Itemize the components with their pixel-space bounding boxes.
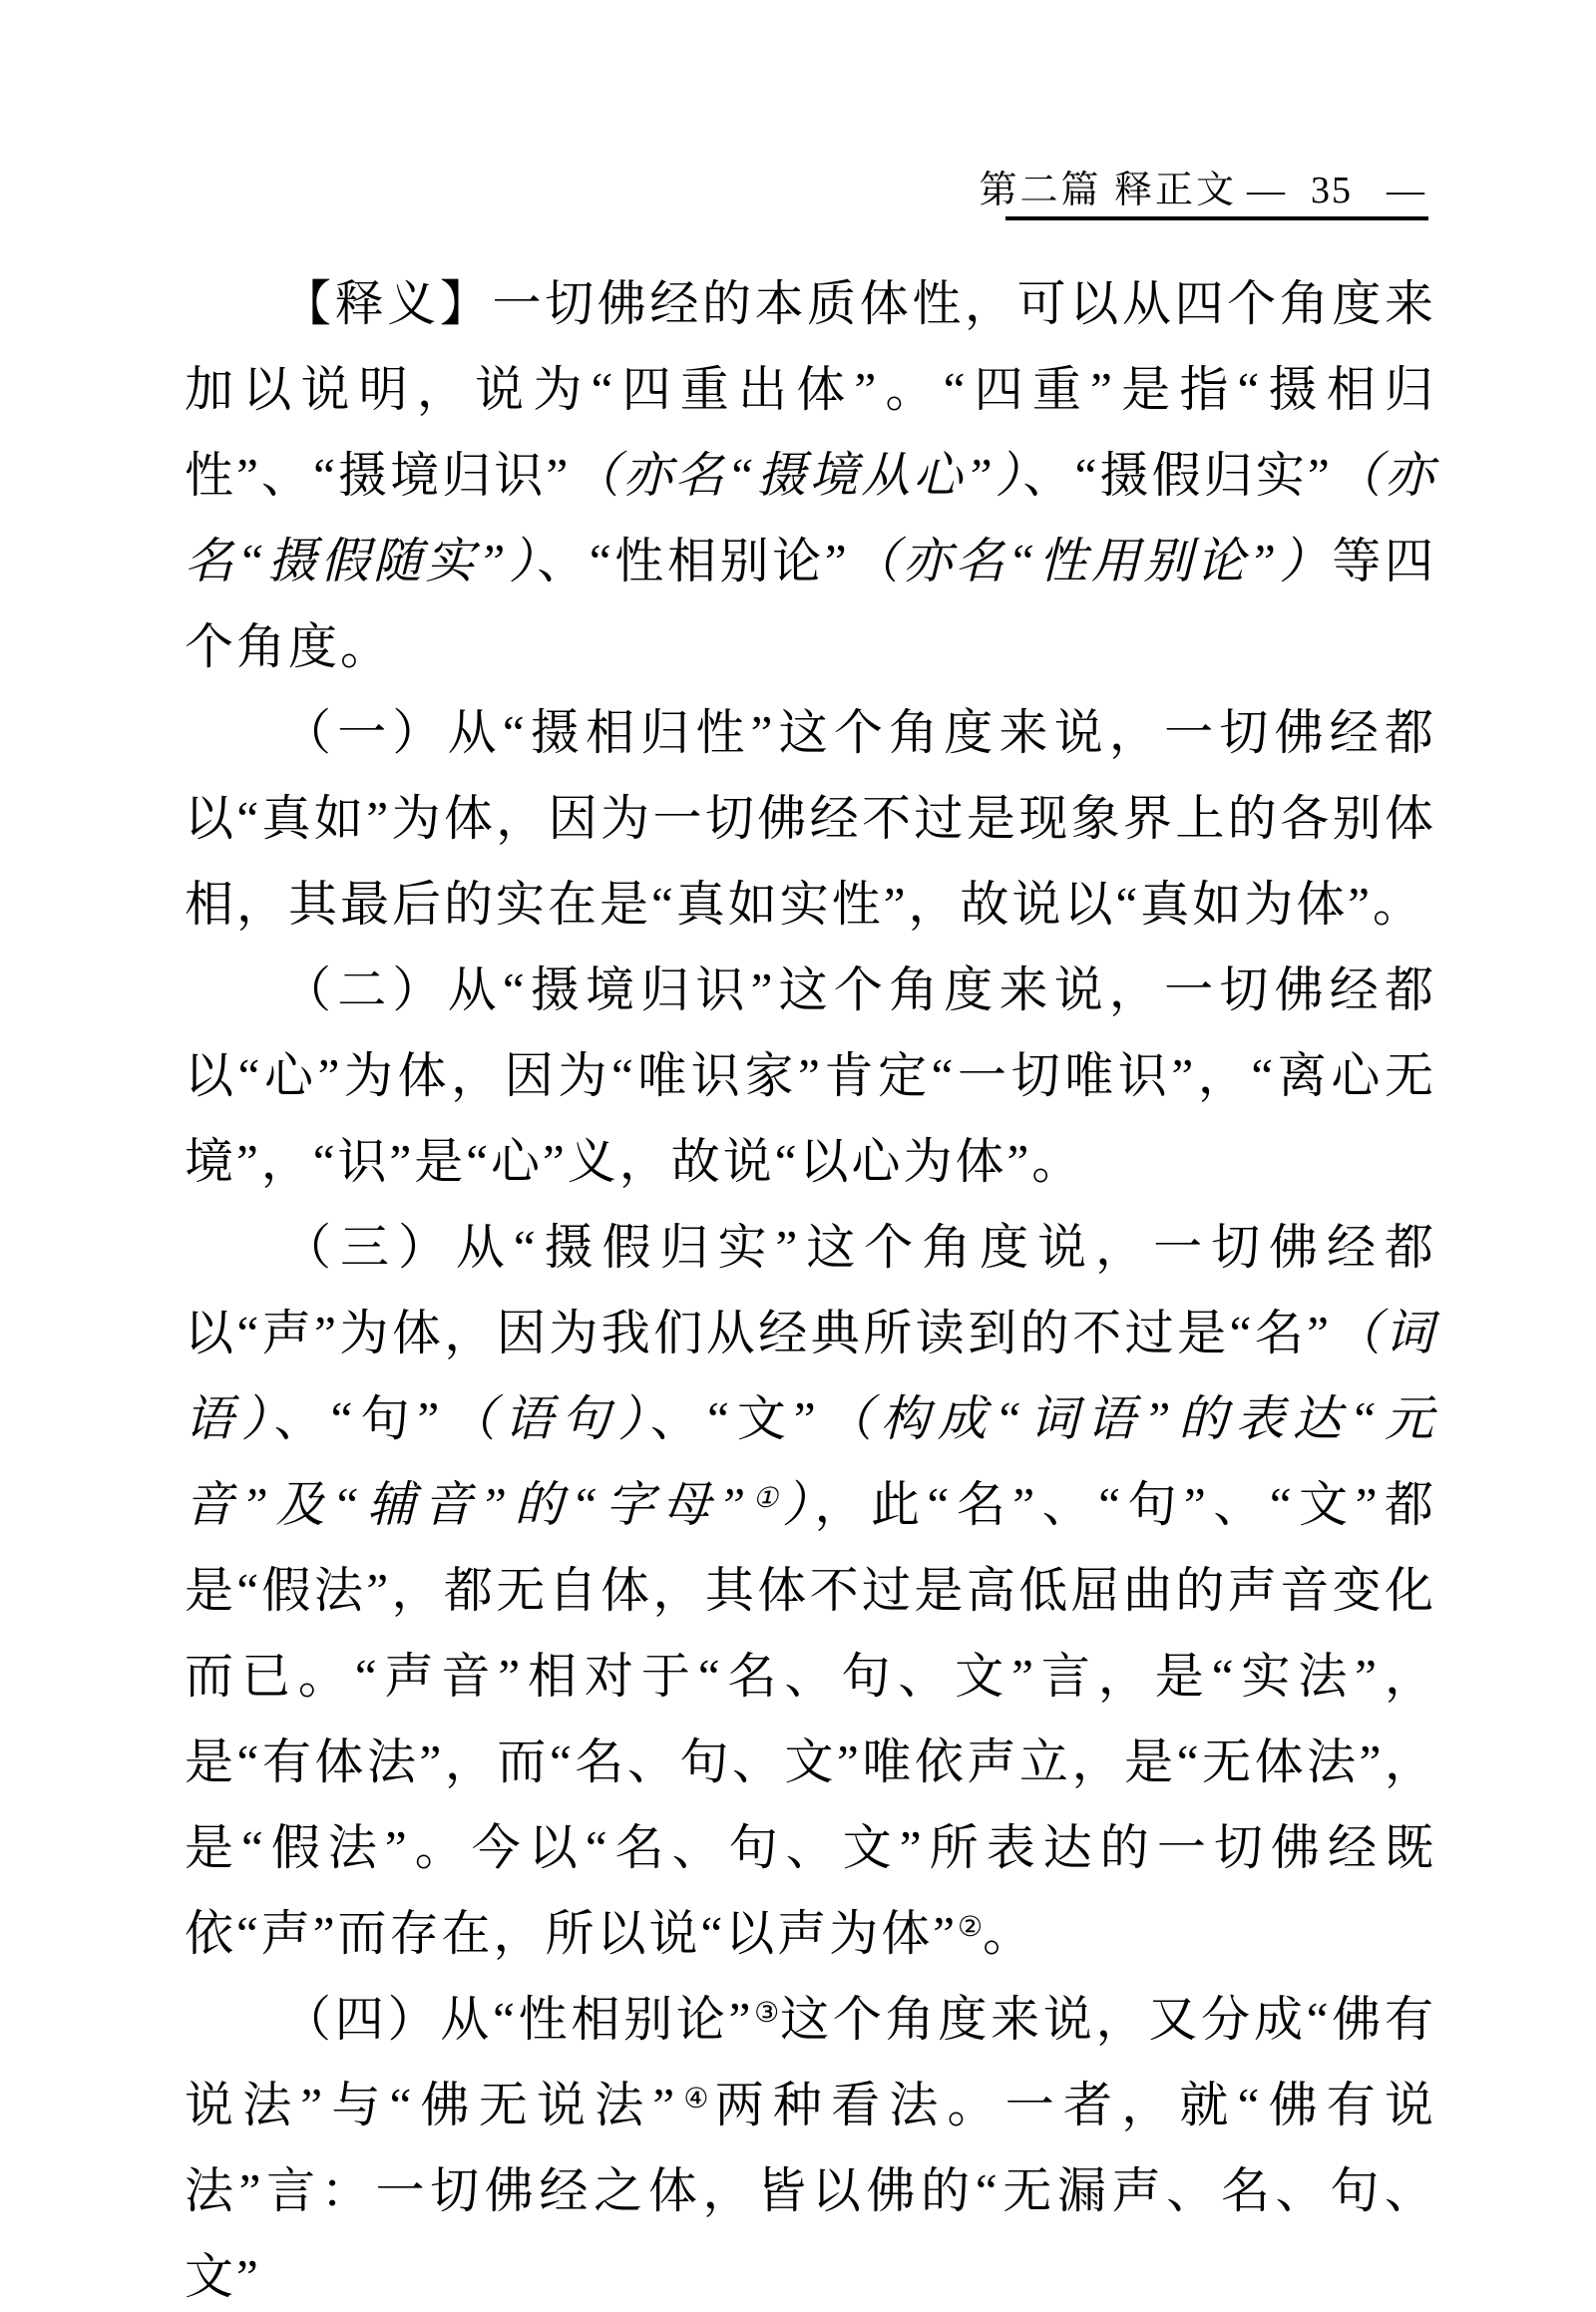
text-run: （二）从“摄境归识”这个角度来说，一切佛经都以“心”为体，因为“唯识家”肯定“一切唯识”，“离心无境”，“识”是“心”义，故说“以心为体”。 [185,963,1436,1189]
page-number: 35 [1311,170,1353,211]
paragraph [185,690,1436,948]
paragraph [185,948,1436,1205]
text-run: 。 [983,1906,1035,1961]
text-run: 、“摄假归实” [1022,448,1333,503]
text-run: 【释义】一切佛经的本质体性，可以从四个角度来加以说明，说为“四重出体”。“四重”是指“摄相归性”、“摄境归识” [185,276,1436,503]
text-run: 等四个角度。 [185,534,1436,674]
text-run: （亦名“摄境从心”） [571,448,1023,503]
text-run: （一）从“摄相归性”这个角度来说，一切佛经都以“真如”为体，因为一切佛经不过是现象界上的各别体相，其最后的实在是“真如实性”，故说以“真如为体”。 [185,705,1436,932]
text-run: （构成“词语”的表达“元音”及“辅音”的“字母” [185,1391,1437,1532]
footnote-marker: ④ [677,2084,715,2115]
text-run: （语句） [442,1391,651,1446]
paragraph [185,1205,1436,1977]
text-run: 、“性相别论” [537,534,850,588]
page-body [185,261,1436,2312]
footnote-marker: ① [748,1483,783,1514]
text-run: 这个角度来说，又分成“佛有说法”与“佛无说法” [185,1992,1436,2132]
text-run: （亦名“摄假随实”） [185,448,1436,588]
header-rule [1005,216,1428,220]
text-run: 两种看法。一者，就“佛有说法”言：一切佛经之体，皆以佛的“无漏声、名、句、文” [185,2078,1437,2304]
header-dash-right: — [1387,170,1424,211]
text-run: （四）从“性相别论” [282,1992,754,2047]
running-header [979,166,1424,215]
text-run: 、“句” [273,1391,443,1446]
text-run: ，此“名”、“句”、“文”都是“假法”，都无自体，其体不过是高低屈曲的声音变化而已。“声音”相对于“名、句、文”言，是“实法”，是“有体法”，而“名、句、文”唯依声立，是“无体法”，是“假法”。今以“名、句、文”所表达的一切佛经既依“声”而存在，所以说“以声为体” [185,1477,1436,1961]
paragraph [185,261,1436,690]
running-title: 第二篇 释正文 [979,170,1237,211]
footnote-marker: ② [958,1912,984,1943]
text-run: ） [782,1477,815,1532]
header-dash-left: — [1247,170,1285,211]
text-run: （亦名“性用别论”） [849,534,1333,588]
text-run: （词语） [185,1306,1436,1446]
paragraph [185,1977,1436,2312]
footnote-marker: ③ [753,1998,781,2029]
text-run: 、“文” [650,1391,819,1446]
text-run: （三）从“摄假归实”这个角度说，一切佛经都以“声”为体，因为我们从经典所读到的不过是“名” [185,1220,1436,1360]
